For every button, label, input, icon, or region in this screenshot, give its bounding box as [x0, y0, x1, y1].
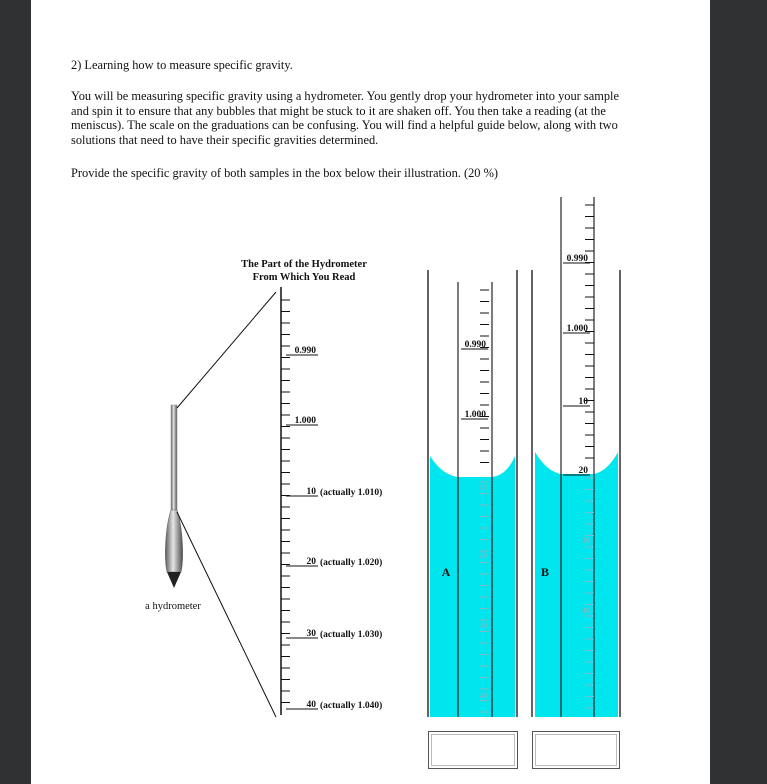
scale-note: (actually 1.030) [320, 630, 383, 640]
scale-label: 30 [306, 629, 316, 639]
scale-label: 40 [306, 700, 316, 710]
guide-title-line1: The Part of the Hydrometer [241, 259, 367, 270]
scale-label: 10 [479, 483, 487, 492]
question-body-line: meniscus). The scale on the graduations can be confusing. You will find a helpful guide below, along with two [71, 118, 618, 133]
question-body-line: and spin it to ensure that any bubbles that might be stuck to it are shaken off. You then take a reading (at the [71, 103, 606, 118]
zoom-line-top [177, 292, 276, 408]
hydrometer-weight [167, 572, 181, 588]
scale-label: 20 [306, 557, 316, 567]
scale-label: 10 [578, 397, 588, 407]
sample-b-letter: B [540, 565, 550, 579]
scale-label: 1.000 [294, 416, 316, 426]
scale-label: 1.000 [464, 410, 486, 420]
scale-note: (actually 1.040) [320, 701, 383, 711]
scale-label: 40 [582, 606, 590, 615]
sample-b [532, 197, 620, 717]
scale-label: 0.990 [464, 340, 486, 350]
scale-label: 30 [582, 536, 590, 545]
scale-label: 1.000 [566, 324, 588, 334]
sample-a-liquid [430, 456, 515, 717]
guide-title-line2: From Which You Read [252, 272, 356, 283]
question-title: 2) Learning how to measure specific gravity. [71, 58, 293, 72]
question-instruction: Provide the specific gravity of both samples in the box below their illustration. (20 %) [71, 166, 499, 180]
question-body-line: solutions that need to have their specific gravities determined. [71, 132, 379, 147]
scale-label: 0.990 [294, 346, 316, 356]
scale-label: 20 [479, 551, 487, 560]
sample-b-liquid [535, 452, 618, 717]
document-page [31, 0, 710, 784]
scale-label: 40 [479, 691, 487, 700]
scale-note: (actually 1.020) [320, 558, 383, 568]
sample-a [428, 270, 517, 717]
hydrometer-figure [31, 0, 710, 784]
hydrometer-stem [171, 405, 177, 515]
question-body-line: You will be measuring specific gravity using a hydrometer. You gently drop your hydrometer into your sample [71, 89, 619, 103]
scale-label: 30 [479, 621, 487, 630]
sample-a-letter: A [441, 565, 451, 579]
answer-box-b[interactable] [532, 731, 620, 769]
guide-scale [281, 287, 382, 715]
scale-label: 0.990 [566, 254, 588, 264]
zoom-line-bottom [177, 512, 276, 717]
scale-label: 10 [306, 487, 316, 497]
scale-note: (actually 1.010) [320, 488, 383, 498]
scale-label: 20 [578, 466, 588, 476]
hydrometer-caption: a hydrometer [145, 601, 201, 612]
hydrometer-illustration [165, 405, 182, 588]
answer-box-a[interactable] [428, 731, 518, 769]
